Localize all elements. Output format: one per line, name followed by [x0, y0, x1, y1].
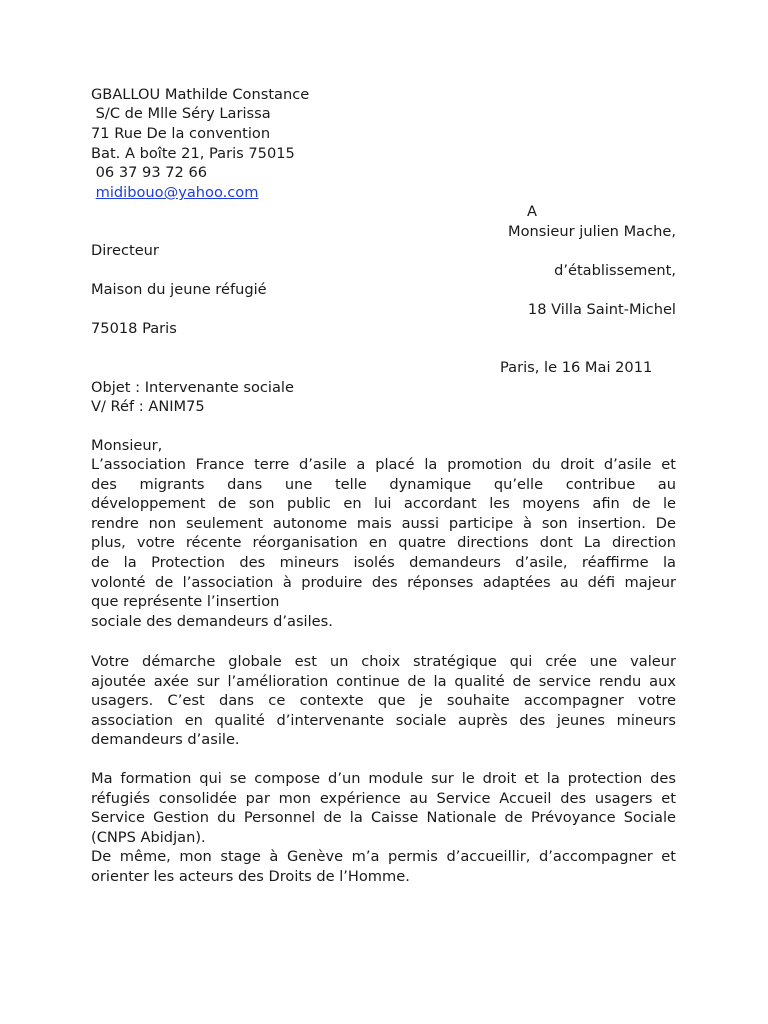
recipient-street: 18 Villa Saint-Michel [527, 301, 676, 318]
paragraph-line: développement de son public en lui accordant les moyens afin de le [91, 495, 676, 513]
paragraph-line: rendre non seulement autonome mais aussi participe à son insertion. De [91, 514, 676, 532]
sender-street: 71 Rue De la convention [91, 125, 271, 142]
paragraph-3 [91, 769, 676, 887]
recipient-city: 75018 Paris [91, 320, 177, 337]
paragraph-line: Votre démarche globale est un choix stratégique qui crée une valeur [91, 653, 676, 670]
reference-line: V/ Réf : ANIM75 [91, 398, 205, 415]
sender-name: GBALLOU Mathilde Constance [91, 86, 310, 103]
paragraph-line: plus, votre récente réorganisation en quatre directions dont La direction [91, 534, 676, 552]
paragraph-line: demandeurs d’asile. [91, 731, 240, 749]
paragraph-line: que représente l’insertion [91, 593, 280, 611]
sender-email-link[interactable]: midibouo@yahoo.com [95, 184, 259, 201]
recipient-org: Maison du jeune réfugié [91, 281, 267, 298]
paragraph-line: volonté de l’association à produire des réponses adaptées au défi majeur [91, 573, 676, 591]
paragraph-line: association en qualité d’intervenante sociale auprès des jeunes mineurs [91, 711, 676, 729]
paragraph-2 [91, 652, 676, 750]
recipient-name: Monsieur julien Mache, [508, 223, 676, 240]
paragraph-line: (CNPS Abidjan). [91, 828, 206, 846]
subject-line: Objet : Intervenante sociale [91, 379, 294, 396]
paragraph-line: réfugiés consolidée par mon expérience au Service Accueil des usagers et [91, 789, 676, 807]
recipient-title-2: d’établissement, [554, 262, 676, 279]
recipient-title-1: Directeur [91, 242, 159, 259]
paragraph-line: Ma formation qui se compose d’un module sur le droit et la protection des [91, 770, 676, 787]
recipient-to: A [527, 203, 537, 220]
sender-email-line [91, 183, 258, 202]
paragraph-line: usagers. C’est dans ce contexte que je souhaite accompagner votre [91, 692, 676, 710]
sender-phone: 06 37 93 72 66 [91, 164, 208, 181]
paragraph-line: sociale des demandeurs d’asiles. [91, 612, 333, 630]
paragraph-line: ajoutée axée sur l’amélioration continue de la qualité de service rendu aux [91, 672, 676, 690]
salutation: Monsieur, [91, 437, 163, 454]
paragraph-line: des migrants dans une telle dynamique qu’elle contribue au [91, 475, 676, 493]
sender-building: Bat. A boîte 21, Paris 75015 [91, 145, 295, 162]
paragraph-line: L’association France terre d’asile a placé la promotion du droit d’asile et [91, 456, 676, 473]
paragraph-line: De même, mon stage à Genève m’a permis d’accueillir, d’accompagner et [91, 848, 676, 866]
paragraph-line: de la Protection des mineurs isolés demandeurs d’asile, réaffirme la [91, 553, 676, 571]
sender-care-of: S/C de Mlle Séry Larissa [91, 105, 271, 122]
paragraph-line: orienter les acteurs des Droits de l’Homme. [91, 867, 410, 885]
paragraph-1 [91, 455, 676, 631]
date-line: Paris, le 16 Mai 2011 [500, 359, 653, 376]
paragraph-line: Service Gestion du Personnel de la Caisse Nationale de Prévoyance Sociale [91, 809, 676, 827]
